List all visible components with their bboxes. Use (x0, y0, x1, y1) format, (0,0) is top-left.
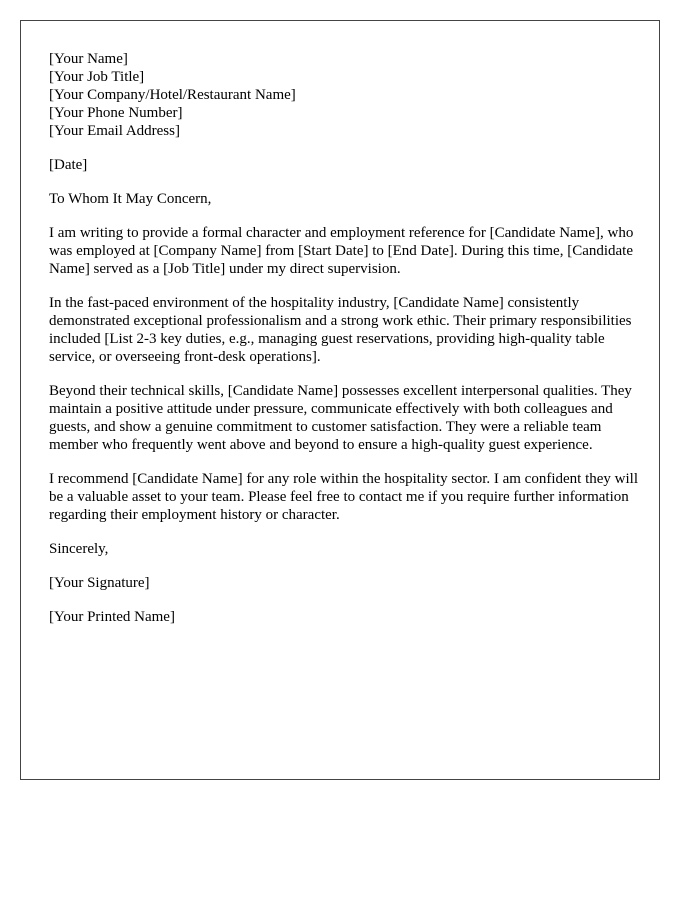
paragraph-qualities: Beyond their technical skills, [Candidate Name] possesses excellent interpersonal qualities. They maintain a positive attitude under pressure, communicate effectively with both colleagues and guests, and show a genuine commitment to customer satisfaction. They were a reliable team member who frequently went above and beyond to ensure a high-quality guest experience. (49, 383, 632, 453)
paragraph-responsibilities: In the fast-paced environment of the hospitality industry, [Candidate Name] consistently demonstrated exceptional professionalism and a strong work ethic. Their primary responsibilities included [List 2-3 key duties, e.g., managing guest reservations, providing high-quality table service, or overseeing front-desk operations]. (49, 295, 632, 365)
sender-email: [Your Email Address] (49, 123, 180, 139)
printed-name: [Your Printed Name] (49, 609, 175, 625)
sender-job-title: [Your Job Title] (49, 69, 145, 85)
closing: Sincerely, (49, 541, 109, 557)
paragraph-intro: I am writing to provide a formal character and employment reference for [Candidate Name], who was employed at [Company Name] from [Start Date] to [End Date]. During this time, [Candidate Name] served as a [Job Title] under my direct supervision. (49, 225, 634, 277)
salutation: To Whom It May Concern, (49, 191, 212, 207)
sender-phone: [Your Phone Number] (49, 105, 183, 121)
letter-date: [Date] (49, 157, 88, 173)
paragraph-recommendation: I recommend [Candidate Name] for any role within the hospitality sector. I am confident they will be a valuable asset to your team. Please feel free to contact me if you require further information regarding their employment history or character. (49, 471, 638, 523)
sender-company: [Your Company/Hotel/Restaurant Name] (49, 87, 296, 103)
letter-page (20, 20, 660, 780)
sender-name: [Your Name] (49, 51, 128, 67)
letter-body (49, 50, 639, 642)
signature: [Your Signature] (49, 575, 150, 591)
sender-block (49, 50, 639, 140)
